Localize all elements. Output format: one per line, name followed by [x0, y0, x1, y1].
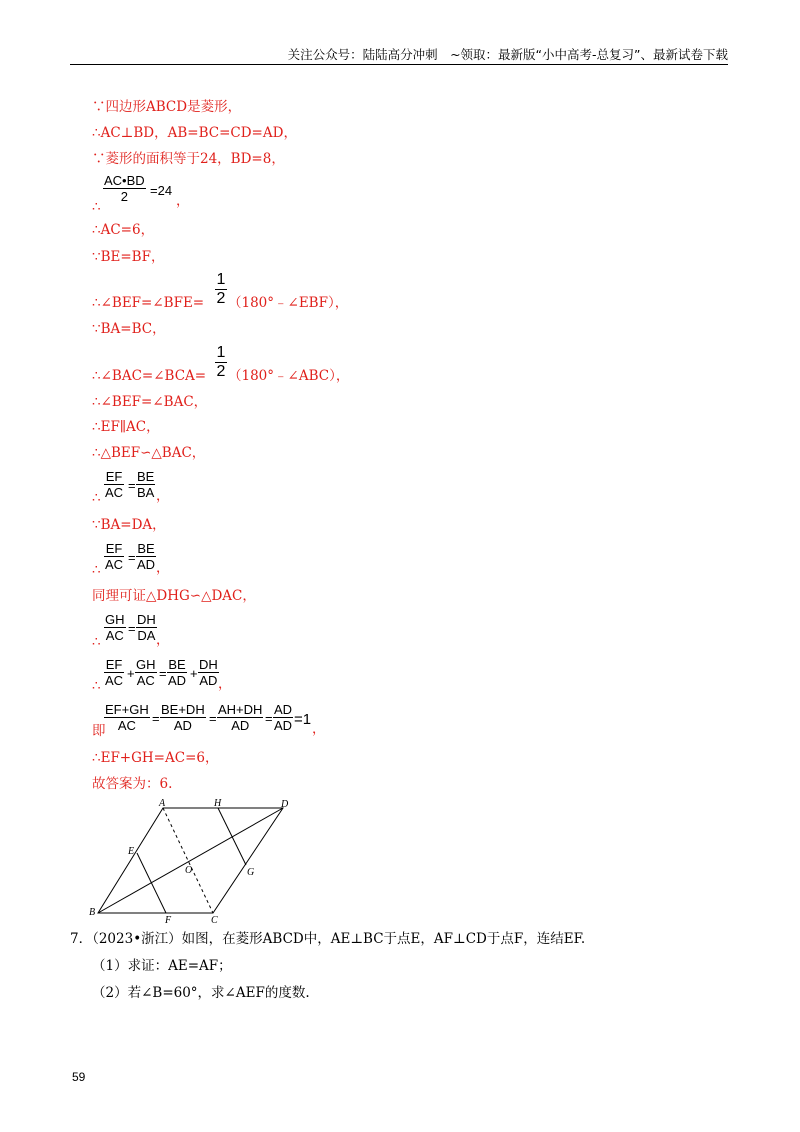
fraction-ef-ac	[104, 469, 124, 500]
fraction-dh-ad	[198, 657, 219, 688]
solution-line-14: ∵BA=DA，	[92, 517, 166, 533]
equals: =	[152, 711, 160, 726]
header-rule	[70, 64, 728, 65]
label-c: C	[211, 915, 218, 926]
numerator: BE	[168, 657, 186, 672]
equals: =	[128, 550, 136, 565]
fraction-one-half-2	[215, 344, 227, 381]
half-denominator: 2	[216, 363, 226, 380]
solution-line-11: ∴EF∥AC，	[92, 419, 160, 435]
label-d: D	[281, 799, 289, 810]
fraction-dh-da	[136, 612, 157, 643]
half-numerator: 1	[216, 271, 226, 288]
label-g: G	[247, 867, 255, 878]
label-a: A	[159, 798, 166, 809]
therefore-symbol: ∴	[92, 199, 101, 215]
fraction-denominator: 2	[120, 189, 128, 204]
numerator: DH	[199, 657, 218, 672]
solution-line-7-post: （180°﹣∠EBF），	[228, 295, 349, 311]
numerator: BE	[137, 541, 155, 556]
equals: =	[265, 711, 273, 726]
plus: +	[190, 666, 198, 681]
fraction-ef-ac	[104, 541, 124, 572]
denominator: AD	[274, 718, 293, 733]
denominator: BA	[137, 485, 155, 500]
solution-line-21: 故答案为：6.	[92, 776, 173, 792]
fraction-gh-ac	[104, 612, 126, 643]
label-o: O	[185, 865, 193, 876]
diagonal-bd	[98, 808, 283, 913]
comma: ，	[156, 560, 170, 576]
fraction-be-ad	[136, 541, 156, 572]
numerator: EF	[105, 469, 123, 484]
solution-line-20: ∴EF+GH=AC=6，	[92, 750, 219, 766]
segment-ef	[137, 853, 166, 913]
question-7-part-2: （2）若∠B=60°，求∠AEF的度数.	[92, 985, 310, 1001]
solution-line-9-pre: ∴∠BAC=∠BCA=	[92, 368, 207, 384]
denominator: AC	[105, 485, 124, 500]
fraction-be-ad	[167, 657, 187, 688]
numerator: AH+DH	[218, 702, 263, 717]
numerator: EF+GH	[105, 702, 149, 717]
therefore-18: ∴	[92, 678, 101, 694]
comma: ，	[218, 676, 232, 692]
fraction-one-half	[215, 271, 227, 308]
label-f: F	[165, 915, 172, 926]
solution-line-12: ∴△BEF∽△BAC，	[92, 445, 206, 461]
denominator: AC	[105, 557, 124, 572]
numerator: EF	[105, 657, 123, 672]
fraction-numerator: AC•BD	[104, 173, 145, 188]
fraction-ac-bd-over-2	[103, 173, 146, 204]
denominator: AD	[168, 673, 187, 688]
solution-line-7-pre: ∴∠BEF=∠BFE=	[92, 295, 205, 311]
solution-line-3: ∵菱形的面积等于24，BD=8，	[92, 151, 285, 167]
rhombus-figure	[88, 798, 328, 928]
fraction-ad-ad	[273, 702, 293, 733]
page-number: 59	[72, 1070, 86, 1084]
half-denominator: 2	[216, 290, 226, 307]
denominator: AD	[231, 718, 250, 733]
numerator: EF	[105, 541, 123, 556]
denominator: AC	[105, 673, 124, 688]
equals: =	[159, 666, 167, 681]
solution-line-6: ∵BE=BF，	[92, 249, 165, 265]
label-b: B	[89, 907, 96, 918]
denominator: AD	[173, 718, 192, 733]
segment-hg	[218, 808, 246, 865]
label-h: H	[214, 798, 222, 809]
denominator: AD	[199, 673, 218, 688]
comma: ，	[156, 488, 170, 504]
denominator: AC	[117, 718, 136, 733]
page-header: 关注公众号：陆陆高分冲刺 ~领取：最新版“小中高考-总复习”、最新试卷下载	[287, 47, 728, 62]
numerator: BE	[137, 469, 155, 484]
diagonal-ac	[163, 808, 213, 913]
therefore-17: ∴	[92, 634, 101, 650]
fraction-ahdh-ad	[217, 702, 263, 733]
half-numerator: 1	[216, 344, 226, 361]
solution-line-10: ∴∠BEF=∠BAC，	[92, 394, 208, 410]
therefore-13: ∴	[92, 490, 101, 506]
solution-line-16: 同理可证△DHG∽△DAC，	[92, 588, 256, 604]
denominator: AC	[105, 628, 124, 643]
equals-one: =1	[294, 711, 312, 728]
fraction-ef-ac	[104, 657, 124, 688]
equals: =	[209, 711, 217, 726]
solution-line-9-post: （180°﹣∠ABC），	[228, 368, 350, 384]
therefore-15: ∴	[92, 562, 101, 578]
numerator: BE+DH	[161, 702, 205, 717]
equals-24: =24	[150, 183, 173, 198]
fraction-bedh-ad	[160, 702, 206, 733]
fraction-gh-ac	[135, 657, 157, 688]
question-7-part-1: （1）求证：AE=AF；	[92, 958, 232, 974]
denominator: DA	[137, 628, 156, 643]
question-7-stem: 7．（2023•浙江）如图，在菱形ABCD中，AE⊥BC于点E，AF⊥CD于点F，连结EF.	[70, 931, 586, 947]
comma: ，	[312, 721, 326, 737]
comma: ，	[176, 193, 190, 209]
numerator: AD	[274, 702, 293, 717]
solution-line-5: ∴AC=6，	[92, 222, 155, 238]
line-19-lead: 即	[92, 723, 106, 739]
solution-line-8: ∵BA=BC，	[92, 321, 166, 337]
equals: =	[128, 478, 136, 493]
equals: =	[128, 621, 136, 636]
denominator: AC	[136, 673, 155, 688]
plus: +	[127, 666, 135, 681]
denominator: AD	[137, 557, 156, 572]
label-e: E	[128, 846, 135, 857]
solution-line-2: ∴AC⊥BD，AB=BC=CD=AD，	[92, 125, 297, 141]
fraction-efgh-ac	[104, 702, 150, 733]
numerator: GH	[136, 657, 156, 672]
solution-line-1: ∵四边形ABCD是菱形，	[92, 99, 242, 115]
comma: ，	[156, 632, 170, 648]
fraction-be-ba	[136, 469, 155, 500]
numerator: DH	[137, 612, 156, 627]
numerator: GH	[105, 612, 125, 627]
